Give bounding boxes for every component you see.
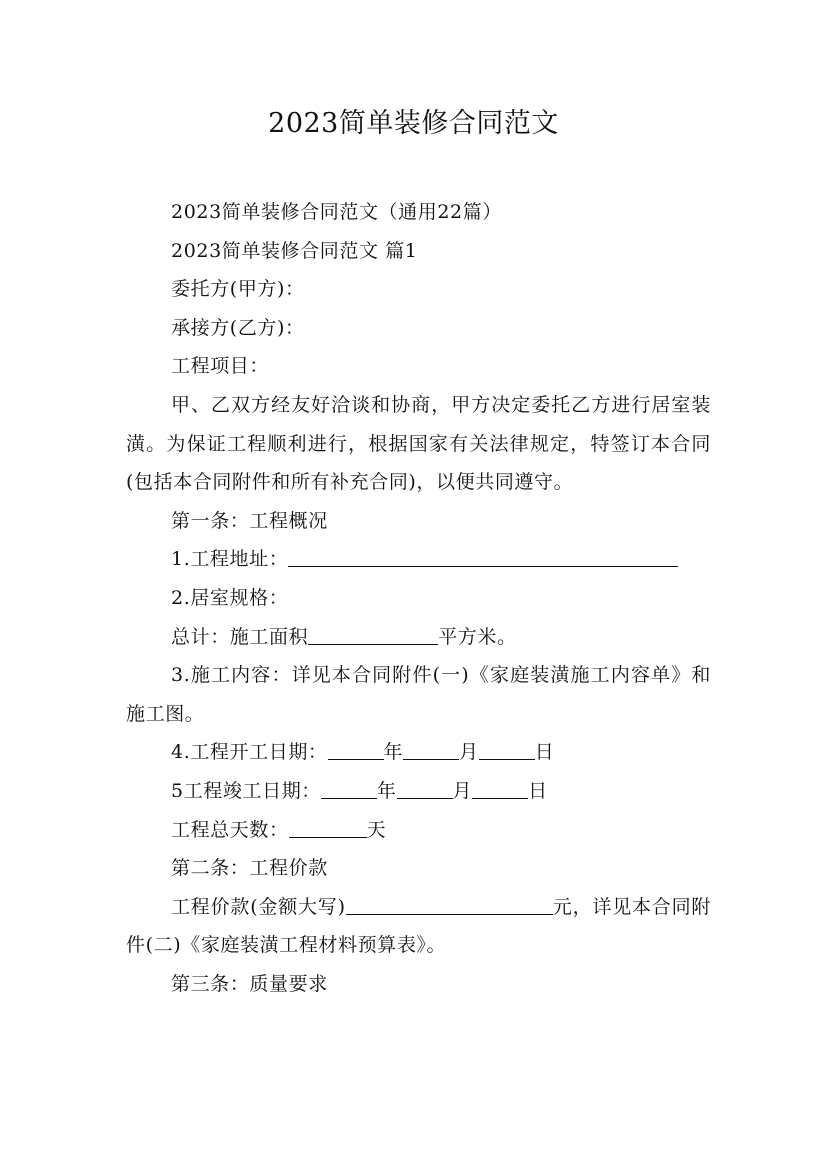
content-paragraph: 3.施工内容：详见本合同附件(一)《家庭装潢施工内容单》和施工图。	[126, 664, 711, 725]
total-days-blank	[289, 836, 367, 838]
subtitle-line: 2023简单装修合同范文（通用22篇）	[171, 201, 502, 223]
area-line	[126, 618, 711, 657]
price-paragraph	[126, 888, 711, 965]
end-year-unit: 年	[376, 779, 397, 802]
address-label: 1.工程地址：	[171, 548, 289, 571]
party-b-line: 承接方(乙方)：	[171, 316, 305, 339]
project-line: 工程项目：	[171, 355, 270, 378]
price-prefix: 工程价款(金额大写)	[171, 895, 346, 918]
start-date-line	[126, 733, 711, 772]
address-blank	[288, 565, 678, 567]
price-blank	[346, 913, 553, 915]
document-body	[126, 193, 711, 1003]
start-month-unit: 月	[459, 741, 479, 764]
end-day-unit: 日	[528, 779, 548, 802]
spec-line: 2.居室规格：	[171, 586, 289, 609]
area-blank	[308, 643, 438, 645]
address-line	[126, 540, 711, 579]
article-1-heading: 第一条：工程概况	[171, 509, 328, 532]
document-title: 2023简单装修合同范文	[268, 108, 559, 139]
area-suffix: 平方米。	[438, 625, 517, 648]
article-3-heading: 第三条：质量要求	[171, 972, 328, 995]
area-prefix: 总计：施工面积	[171, 625, 309, 648]
end-month-blank	[397, 797, 453, 799]
start-date-label: 4.工程开工日期：	[171, 741, 328, 764]
end-date-line	[126, 772, 711, 811]
total-days-line	[126, 811, 711, 850]
end-month-unit: 月	[452, 779, 473, 802]
end-date-label: 5工程竣工日期：	[171, 779, 321, 802]
start-day-blank	[479, 758, 535, 760]
article-2-heading: 第二条：工程价款	[171, 857, 328, 880]
end-year-blank	[321, 797, 377, 799]
start-year-unit: 年	[383, 741, 404, 764]
chapter-line: 2023简单装修合同范文 篇1	[171, 239, 418, 262]
end-day-blank	[472, 797, 528, 799]
start-year-blank	[328, 758, 384, 760]
price-suffix: 元，详见本合同附件(二)《家庭装潢工程材料预算表》。	[126, 895, 711, 957]
party-a-line: 委托方(甲方)：	[171, 278, 305, 301]
start-month-blank	[403, 758, 459, 760]
start-day-unit: 日	[534, 741, 555, 764]
total-days-label: 工程总天数：	[171, 818, 289, 841]
total-days-unit: 天	[366, 818, 387, 841]
intro-paragraph: 甲、乙双方经友好洽谈和协商，甲方决定委托乙方进行居室装潢。为保证工程顺利进行，根据国家有关法律规定，特签订本合同(包括本合同附件和所有补充合同)，以便共同遵守。	[126, 393, 711, 494]
